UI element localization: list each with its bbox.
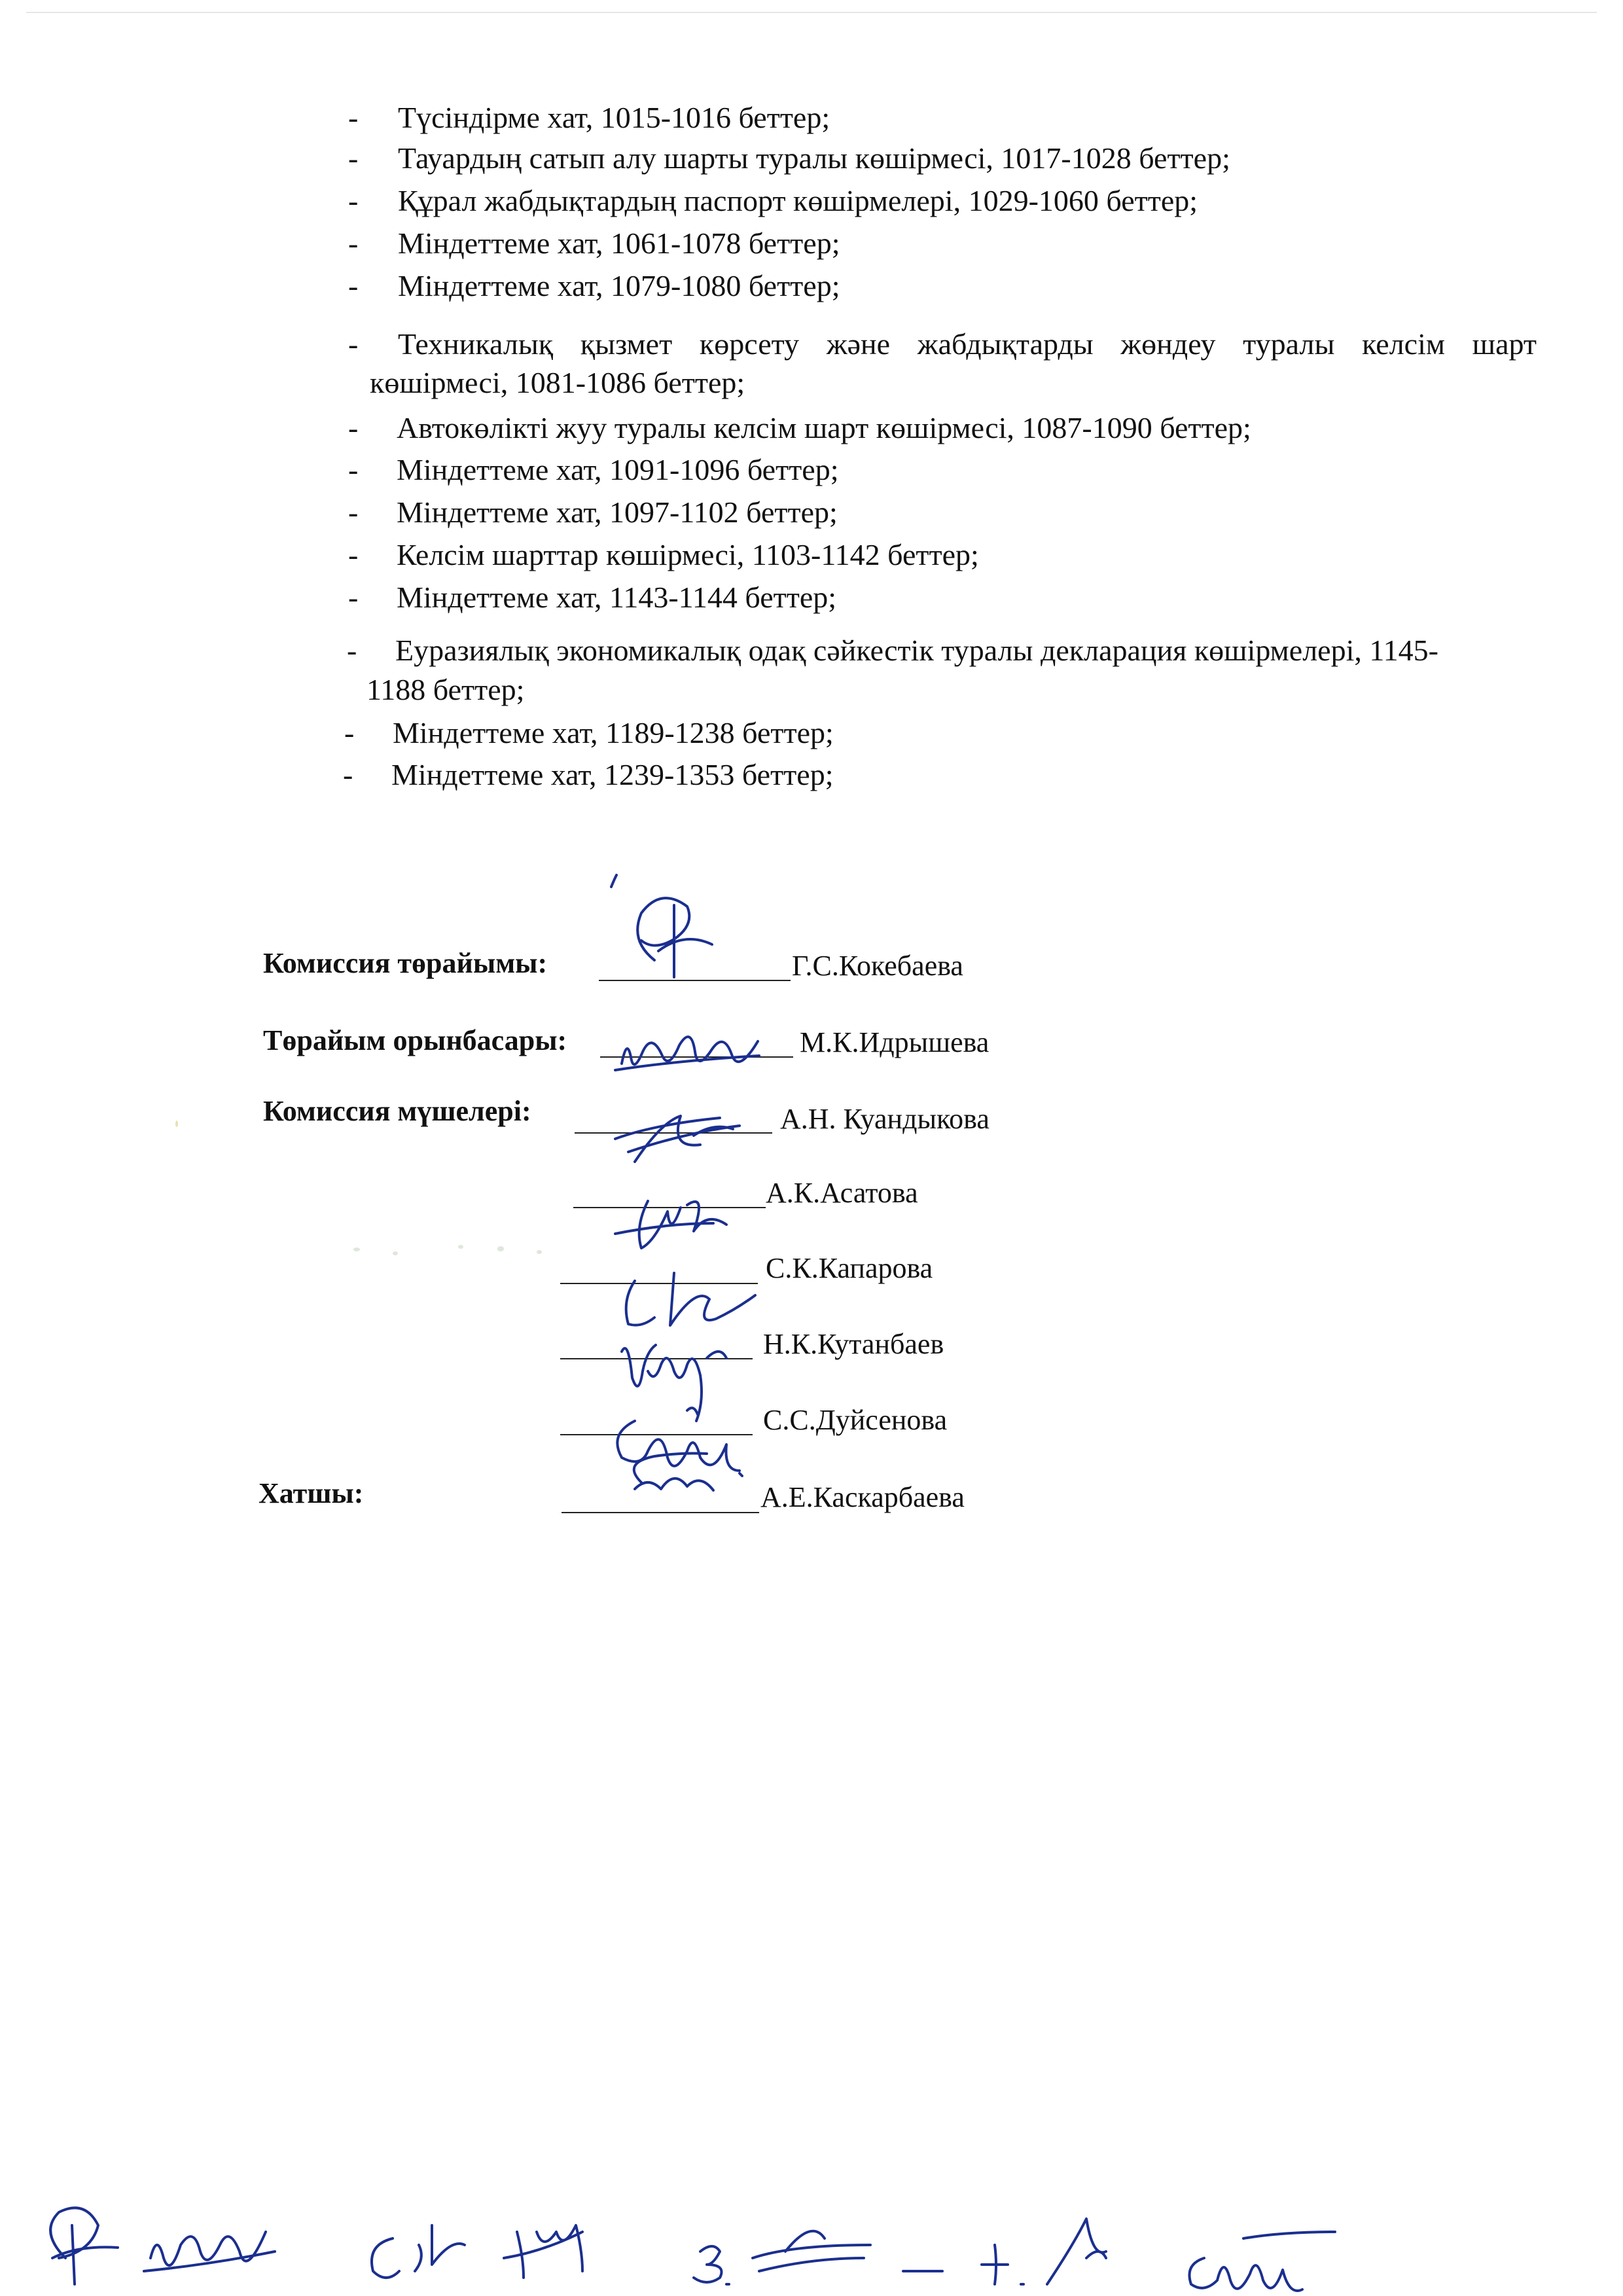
list-dash: - (348, 269, 359, 302)
list-item-line1: Техникалық қызмет көрсету және жабдықтарды жөндеу туралы келсім шарт (398, 327, 1537, 361)
signature-line (562, 1512, 759, 1513)
pen-mark (611, 875, 616, 887)
list-item-line2: көшірмесі, 1081-1086 беттер; (370, 366, 745, 399)
list-item: Міндеттеме хат, 1079-1080 беттер; (398, 269, 840, 302)
list-item: Міндеттеме хат, 1061-1078 беттер; (398, 226, 840, 260)
signature-member-1 (615, 1116, 740, 1162)
member-name: С.К.Капарова (766, 1252, 933, 1284)
member-name: А.Н. Куандыкова (780, 1103, 990, 1135)
list-item: Түсіндірме хат, 1015-1016 беттер; (398, 101, 830, 134)
list-item: Келсім шарттар көшірмесі, 1103-1142 беттер; (397, 538, 979, 571)
list-item: Міндеттеме хат, 1189-1238 беттер; (393, 716, 834, 749)
signature-member-4 (622, 1345, 726, 1421)
deputy-label: Төрайым орынбасары: (263, 1024, 567, 1056)
list-dash: - (344, 716, 355, 749)
list-dash: - (348, 226, 359, 260)
members-label: Комиссия мүшелері: (263, 1095, 531, 1127)
signature-member-5 (617, 1408, 740, 1471)
initial-2 (144, 2232, 275, 2271)
attachment-list (0, 0, 1623, 851)
member-name: Н.К.Кутанбаев (763, 1328, 944, 1360)
list-item: Міндеттеме хат, 1239-1353 беттер; (391, 758, 834, 791)
scan-speck (537, 1250, 542, 1254)
initial-3 (372, 2225, 465, 2278)
secretary-name: А.Е.Каскарбаева (760, 1481, 965, 1513)
scan-speck (175, 1121, 178, 1127)
deputy-name: М.К.Идрышева (800, 1026, 990, 1058)
list-dash: - (348, 495, 359, 529)
list-dash: - (348, 327, 359, 361)
signature-chair (637, 898, 712, 977)
bottom-initials (0, 2186, 1623, 2296)
list-item: Міндеттеме хат, 1091-1096 беттер; (397, 453, 839, 486)
chair-name: Г.С.Кокебаева (792, 950, 963, 982)
initial-7 (1190, 2232, 1336, 2291)
initial-5 (694, 2231, 870, 2284)
list-item: Міндеттеме хат, 1097-1102 беттер; (397, 495, 838, 529)
list-item-line1: Еуразиялық экономикалық одақ сәйкестік туралы декларация көшірмелері, 1145- (395, 634, 1438, 667)
list-dash: - (347, 634, 357, 667)
chair-label: Комиссия төрайымы: (263, 947, 548, 979)
member-name: С.С.Дуйсенова (763, 1404, 948, 1436)
scan-speck (458, 1245, 463, 1249)
initial-4 (504, 2225, 582, 2278)
secretary-label: Хатшы: (259, 1477, 364, 1509)
list-dash: - (348, 141, 359, 175)
list-dash: - (348, 411, 359, 444)
list-dash: - (348, 184, 359, 217)
list-item: Тауардың сатып алу шарты туралы көшірмесі, 1017-1028 беттер; (398, 141, 1230, 175)
list-dash: - (348, 453, 359, 486)
scan-speck (393, 1251, 398, 1255)
list-dash: - (343, 758, 353, 791)
scan-speck (353, 1247, 360, 1251)
list-item: Автокөлікті жуу туралы келсім шарт көшірмесі, 1087-1090 беттер; (397, 411, 1251, 444)
list-dash: - (348, 538, 359, 571)
member-name: А.К.Асатова (766, 1177, 918, 1209)
list-item: Құрал жабдықтардың паспорт көшірмелері, 1029-1060 беттер; (398, 184, 1198, 217)
initial-6 (903, 2219, 1106, 2284)
signature-member-3 (626, 1273, 755, 1325)
list-dash: - (348, 101, 359, 134)
list-dash: - (348, 581, 359, 614)
signature-member-2 (615, 1201, 726, 1248)
list-item-line2: 1188 беттер; (366, 673, 525, 706)
signature-deputy (615, 1037, 759, 1070)
initial-1 (50, 2208, 118, 2284)
scan-speck (497, 1246, 504, 1251)
list-item: Міндеттеме хат, 1143-1144 беттер; (397, 581, 837, 614)
handwritten-signatures (609, 874, 1250, 1496)
